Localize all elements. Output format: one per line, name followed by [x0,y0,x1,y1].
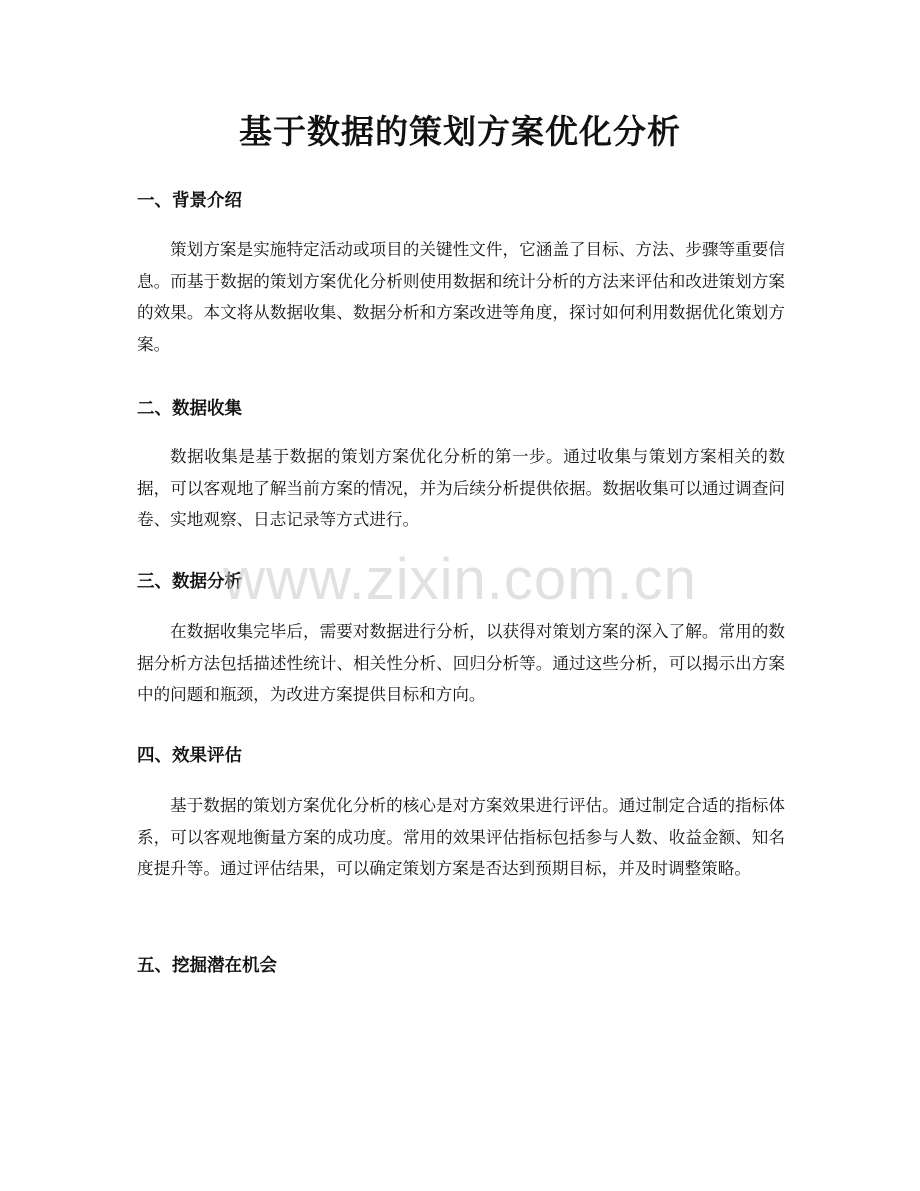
section-heading-potential-opportunities: 五、挖掘潜在机会 [137,956,277,976]
watermark: www.zixin.com.cn [223,547,697,612]
section-paragraph-effect-evaluation: 基于数据的策划方案优化分析的核心是对方案效果进行评估。通过制定合适的指标体系，可以客观地衡量方案的成功度。常用的效果评估指标包括参与人数、收益金额、知名度提升等。通过评估结果，可以确定策划方案是否达到预期目标，并及时调整策略。 [137,796,785,878]
section-paragraph-data-analysis: 在数据收集完毕后，需要对数据进行分析，以获得对策划方案的深入了解。常用的数据分析方法包括描述性统计、相关性分析、回归分析等。通过这些分析，可以揭示出方案中的问题和瓶颈，为改进方案提供目标和方向。 [137,622,785,704]
section-heading-background: 一、背景介绍 [137,191,242,211]
section-heading-effect-evaluation: 四、效果评估 [137,746,242,766]
section-paragraph-data-collection: 数据收集是基于数据的策划方案优化分析的第一步。通过收集与策划方案相关的数据，可以客观地了解当前方案的情况，并为后续分析提供依据。数据收集可以通过调查问卷、实地观察、日志记录等方式进行。 [137,447,785,529]
section-paragraph-background: 策划方案是实施特定活动或项目的关键性文件，它涵盖了目标、方法、步骤等重要信息。而基于数据的策划方案优化分析则使用数据和统计分析的方法来评估和改进策划方案的效果。本文将从数据收集、数据分析和方案改进等角度，探讨如何利用数据优化策划方案。 [137,240,785,354]
section-heading-data-collection: 二、数据收集 [137,399,242,419]
document-title: 基于数据的策划方案优化分析 [239,112,681,151]
section-heading-data-analysis: 三、数据分析 [137,572,242,592]
